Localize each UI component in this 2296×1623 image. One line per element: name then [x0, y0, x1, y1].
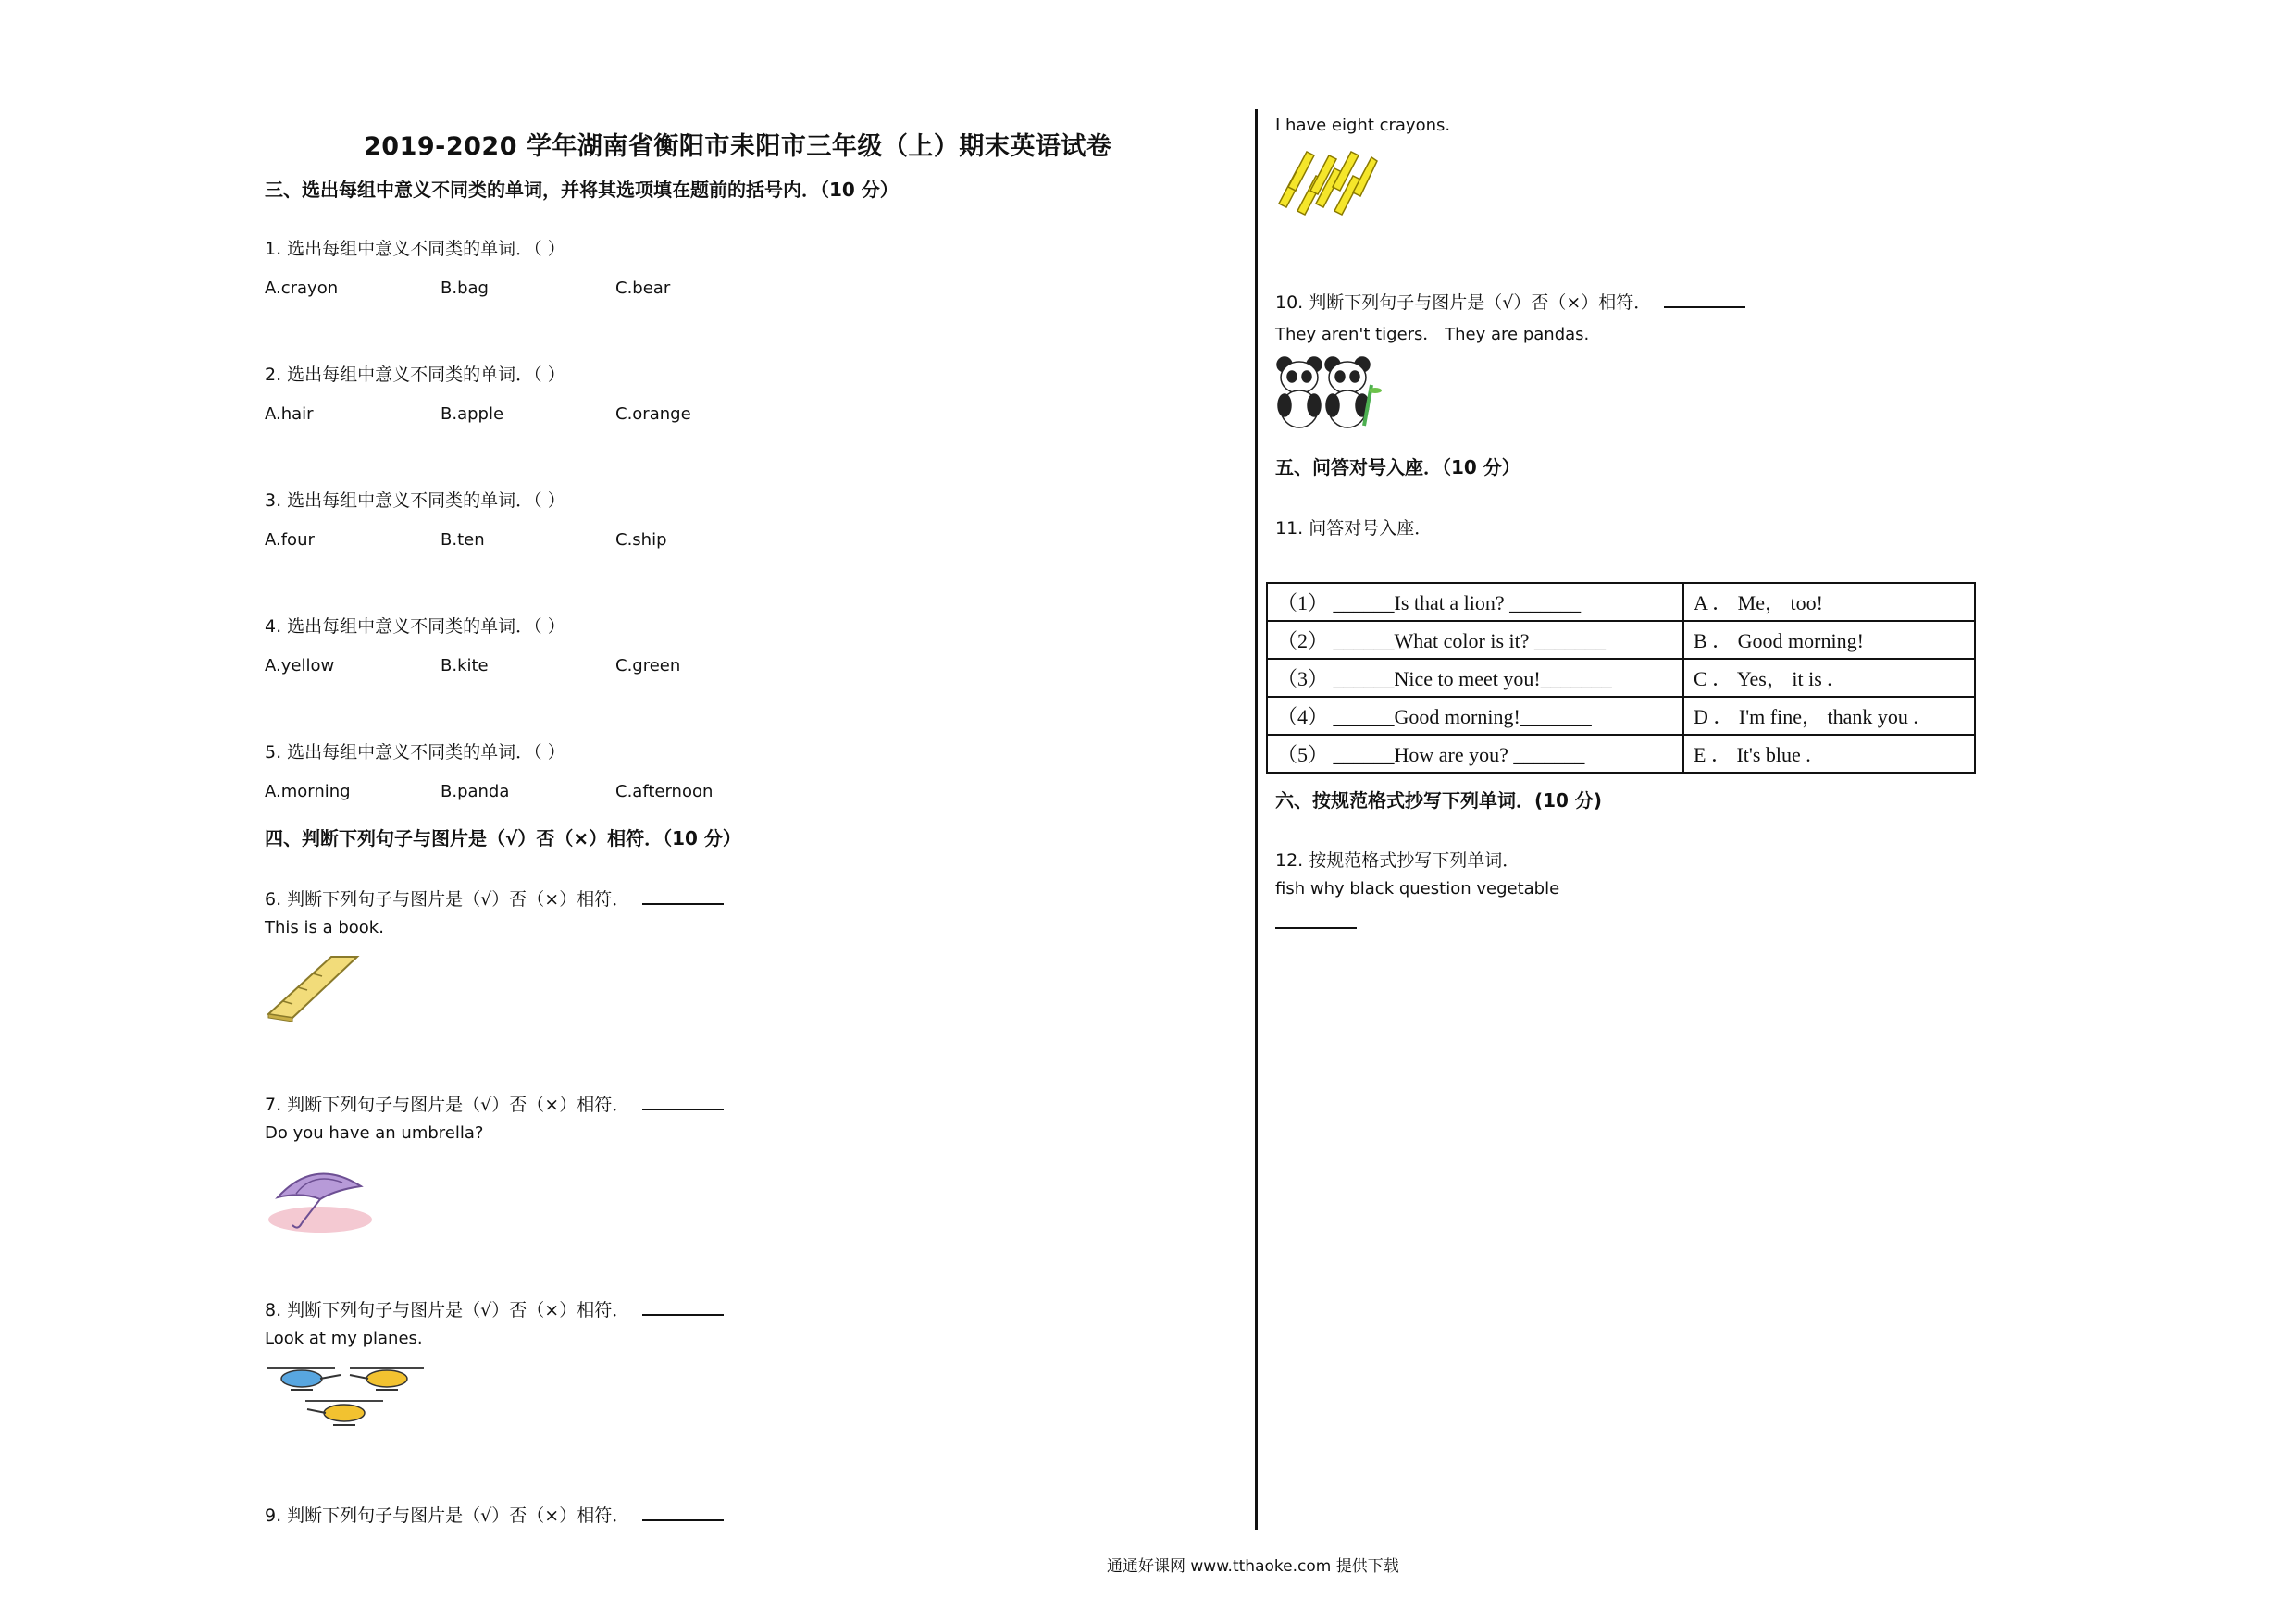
- ruler-picture: [265, 953, 361, 1022]
- question-10-answer-blank[interactable]: [1664, 291, 1745, 308]
- question-10-sentence: They aren't tigers． They are pandas.: [1275, 325, 1590, 344]
- question-6-sentence: This is a book.: [265, 918, 384, 937]
- column-divider: [1255, 109, 1258, 1530]
- answer-cell: A ． Me， too!: [1683, 583, 1975, 621]
- question-9-row: [265, 1502, 724, 1527]
- question-4-stem: 4. 选出每组中意义不同类的单词．（ ）: [265, 616, 565, 637]
- table-row: [1267, 735, 1975, 773]
- table-row: [1267, 621, 1975, 659]
- section-4-heading: 四、判断下列句子与图片是（√）否（×）相符．（10 分）: [265, 827, 741, 849]
- question-2-option-c: C.orange: [615, 404, 691, 424]
- question-12-words: fish why black question vegetable: [1275, 879, 1560, 898]
- question-3-option-a: A.four: [265, 530, 315, 550]
- footer-credit: 通通好课网 www.tthaoke.com 提供下载: [1107, 1557, 1399, 1576]
- table-row: [1267, 659, 1975, 697]
- question-7-stem: 7. 判断下列句子与图片是（√）否（×）相符．: [265, 1095, 630, 1115]
- page-title: 2019-2020 学年湖南省衡阳市耒阳市三年级（上）期末英语试卷: [364, 132, 1112, 161]
- question-3-option-b: B.ten: [441, 530, 485, 550]
- question-5-option-b: B.panda: [441, 782, 510, 801]
- question-2-option-b: B.apple: [441, 404, 504, 424]
- question-7-answer-blank[interactable]: [642, 1094, 724, 1110]
- question-1-option-c: C.bear: [615, 279, 671, 298]
- question-9-answer-blank[interactable]: [642, 1505, 724, 1521]
- answer-cell: B ． Good morning!: [1683, 621, 1975, 659]
- section-3-heading: 三、选出每组中意义不同类的单词，并将其选项填在题前的括号内．（10 分）: [265, 179, 899, 201]
- question-9-sentence: I have eight crayons.: [1275, 116, 1451, 135]
- question-cell: （4） ______Good morning!_______: [1267, 697, 1683, 735]
- question-6-stem: 6. 判断下列句子与图片是（√）否（×）相符．: [265, 889, 630, 910]
- question-9-stem: 9. 判断下列句子与图片是（√）否（×）相符．: [265, 1505, 630, 1526]
- question-4-option-b: B.kite: [441, 656, 489, 675]
- question-6-answer-blank[interactable]: [642, 888, 724, 905]
- section-5-heading: 五、问答对号入座．（10 分）: [1275, 456, 1520, 478]
- question-2-stem: 2. 选出每组中意义不同类的单词．（ ）: [265, 365, 565, 385]
- question-10-stem: 10. 判断下列句子与图片是（√）否（×）相符．: [1275, 292, 1652, 313]
- crayons-picture: [1275, 150, 1379, 222]
- helicopters-picture: [265, 1360, 428, 1432]
- question-7-sentence: Do you have an umbrella?: [265, 1123, 484, 1143]
- question-1-option-b: B.bag: [441, 279, 489, 298]
- question-cell: （5） ______How are you? _______: [1267, 735, 1683, 773]
- question-3-option-c: C.ship: [615, 530, 667, 550]
- question-1-stem: 1. 选出每组中意义不同类的单词．（ ）: [265, 239, 565, 259]
- question-3-stem: 3. 选出每组中意义不同类的单词．（ ）: [265, 490, 565, 511]
- section-6-heading: 六、按规范格式抄写下列单词．(10 分): [1275, 789, 1603, 812]
- question-12-answer-blank[interactable]: [1275, 927, 1357, 929]
- question-12-stem: 12. 按规范格式抄写下列单词．: [1275, 850, 1520, 871]
- question-1-option-a: A.crayon: [265, 279, 339, 298]
- question-4-option-a: A.yellow: [265, 656, 335, 675]
- umbrella-picture: [265, 1155, 376, 1236]
- answer-cell: D ． I'm fine， thank you .: [1683, 697, 1975, 735]
- question-4-option-c: C.green: [615, 656, 681, 675]
- question-11-stem: 11. 问答对号入座．: [1275, 518, 1433, 539]
- question-2-option-a: A.hair: [265, 404, 314, 424]
- question-8-answer-blank[interactable]: [642, 1299, 724, 1316]
- question-5-stem: 5. 选出每组中意义不同类的单词．（ ）: [265, 742, 565, 762]
- table-row: [1267, 583, 1975, 621]
- question-cell: （1） ______Is that a lion? _______: [1267, 583, 1683, 621]
- question-8-row: [265, 1296, 724, 1321]
- pandas-picture: [1275, 353, 1383, 429]
- question-cell: （3） ______Nice to meet you!_______: [1267, 659, 1683, 697]
- question-5-option-c: C.afternoon: [615, 782, 714, 801]
- matching-table: [1266, 582, 1976, 774]
- answer-cell: C ． Yes， it is .: [1683, 659, 1975, 697]
- question-8-stem: 8. 判断下列句子与图片是（√）否（×）相符．: [265, 1300, 630, 1320]
- table-row: [1267, 697, 1975, 735]
- answer-cell: E ． It's blue .: [1683, 735, 1975, 773]
- question-6-row: [265, 886, 724, 911]
- question-8-sentence: Look at my planes.: [265, 1329, 423, 1348]
- question-7-row: [265, 1091, 724, 1116]
- question-5-option-a: A.morning: [265, 782, 351, 801]
- question-10-row: [1275, 289, 1745, 314]
- question-cell: （2） ______What color is it? _______: [1267, 621, 1683, 659]
